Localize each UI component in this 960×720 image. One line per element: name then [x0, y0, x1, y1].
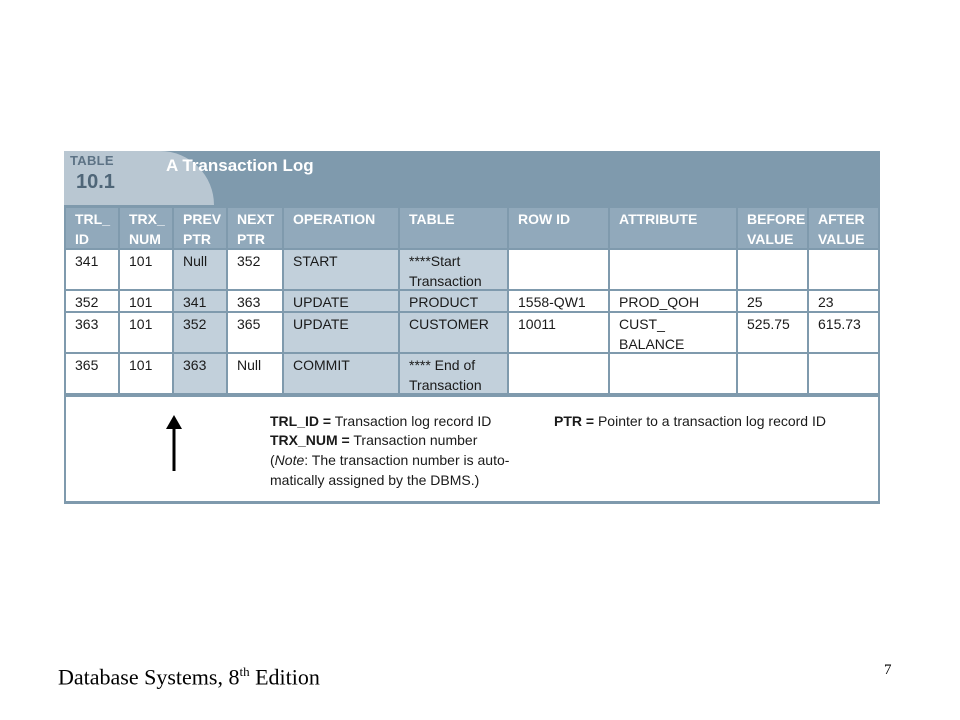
course-title	[58, 664, 320, 690]
legend-trx-definition: Transaction number	[349, 432, 478, 448]
table-cell: 352	[66, 291, 118, 311]
table-cell: 341	[66, 250, 118, 289]
table-cell: 23	[809, 291, 878, 311]
table-label-number: 10.1	[76, 171, 115, 193]
legend-note-text: : The transaction number is auto-	[304, 452, 510, 468]
table-cell: PRODUCT	[400, 291, 507, 311]
legend-trx-term: TRX_NUM =	[270, 432, 350, 448]
table-cell: 352	[228, 250, 282, 289]
header-cell: AFTER VALUE	[809, 208, 878, 248]
legend-note-continued: matically assigned by the DBMS.)	[270, 472, 480, 488]
legend-ptr	[554, 411, 826, 431]
table-title: A Transaction Log	[166, 156, 314, 175]
table-cell	[738, 250, 807, 289]
legend-note	[270, 450, 509, 470]
table-cell	[610, 250, 736, 289]
table-cell: UPDATE	[284, 291, 398, 311]
table-cell: CUSTOMER	[400, 313, 507, 352]
header-cell: TRL_ ID	[66, 208, 118, 248]
table-cell: START	[284, 250, 398, 289]
table-cell: 101	[120, 291, 172, 311]
table-cell: 341	[174, 291, 226, 311]
table-cell: UPDATE	[284, 313, 398, 352]
table-cell	[738, 354, 807, 393]
legend-note-open: (	[270, 452, 275, 468]
table-cell: 1558-QW1	[509, 291, 608, 311]
table-cell: 525.75	[738, 313, 807, 352]
table-cell: PROD_QOH	[610, 291, 736, 311]
legend-trl-definition: Transaction log record ID	[331, 413, 492, 429]
table-cell: ****Start Transaction	[400, 250, 507, 289]
table-cell: 365	[228, 313, 282, 352]
legend	[66, 397, 878, 501]
table-cell: CUST_ BALANCE	[610, 313, 736, 352]
table-cell: 25	[738, 291, 807, 311]
course-title-suffix: Edition	[249, 664, 320, 690]
table-cell	[809, 250, 878, 289]
table-cell	[809, 354, 878, 393]
legend-ptr-definition: Pointer to a transaction log record ID	[594, 413, 826, 429]
header-cell: TRX_ NUM	[120, 208, 172, 248]
table-cell	[509, 250, 608, 289]
up-arrow-icon	[154, 415, 194, 471]
header-cell: PREV PTR	[174, 208, 226, 248]
legend-trx-num	[270, 430, 477, 450]
legend-note-word: Note	[274, 452, 305, 468]
table-cell: 365	[66, 354, 118, 393]
table-cell: COMMIT	[284, 354, 398, 393]
table-cell: **** End of Transaction	[400, 354, 507, 393]
header-cell: ATTRIBUTE	[610, 208, 736, 248]
table-cell	[509, 354, 608, 393]
table-cell	[610, 354, 736, 393]
header-cell: NEXT PTR	[228, 208, 282, 248]
course-title-superscript: th	[239, 664, 250, 679]
table-cell: 363	[66, 313, 118, 352]
header-cell: ROW ID	[509, 208, 608, 248]
table-cell: 615.73	[809, 313, 878, 352]
header-cell: OPERATION	[284, 208, 398, 248]
table-cell: Null	[174, 250, 226, 289]
header-cell: BEFORE VALUE	[738, 208, 807, 248]
table-cell: 101	[120, 354, 172, 393]
course-title-prefix: Database Systems, 8	[58, 664, 240, 690]
table-cell: Null	[228, 354, 282, 393]
legend-ptr-term: PTR =	[554, 413, 595, 429]
table-cell: 101	[120, 313, 172, 352]
table-cell: 363	[228, 291, 282, 311]
page-number: 7	[884, 662, 892, 678]
table-cell: 352	[174, 313, 226, 352]
legend-trl-id	[270, 411, 491, 431]
transaction-log-table	[64, 151, 880, 504]
table-cell: 10011	[509, 313, 608, 352]
header-cell: TABLE	[400, 208, 507, 248]
legend-trl-term: TRL_ID =	[270, 413, 332, 429]
table-cell: 101	[120, 250, 172, 289]
table-cell: 363	[174, 354, 226, 393]
table-label-word: TABLE	[70, 153, 114, 168]
